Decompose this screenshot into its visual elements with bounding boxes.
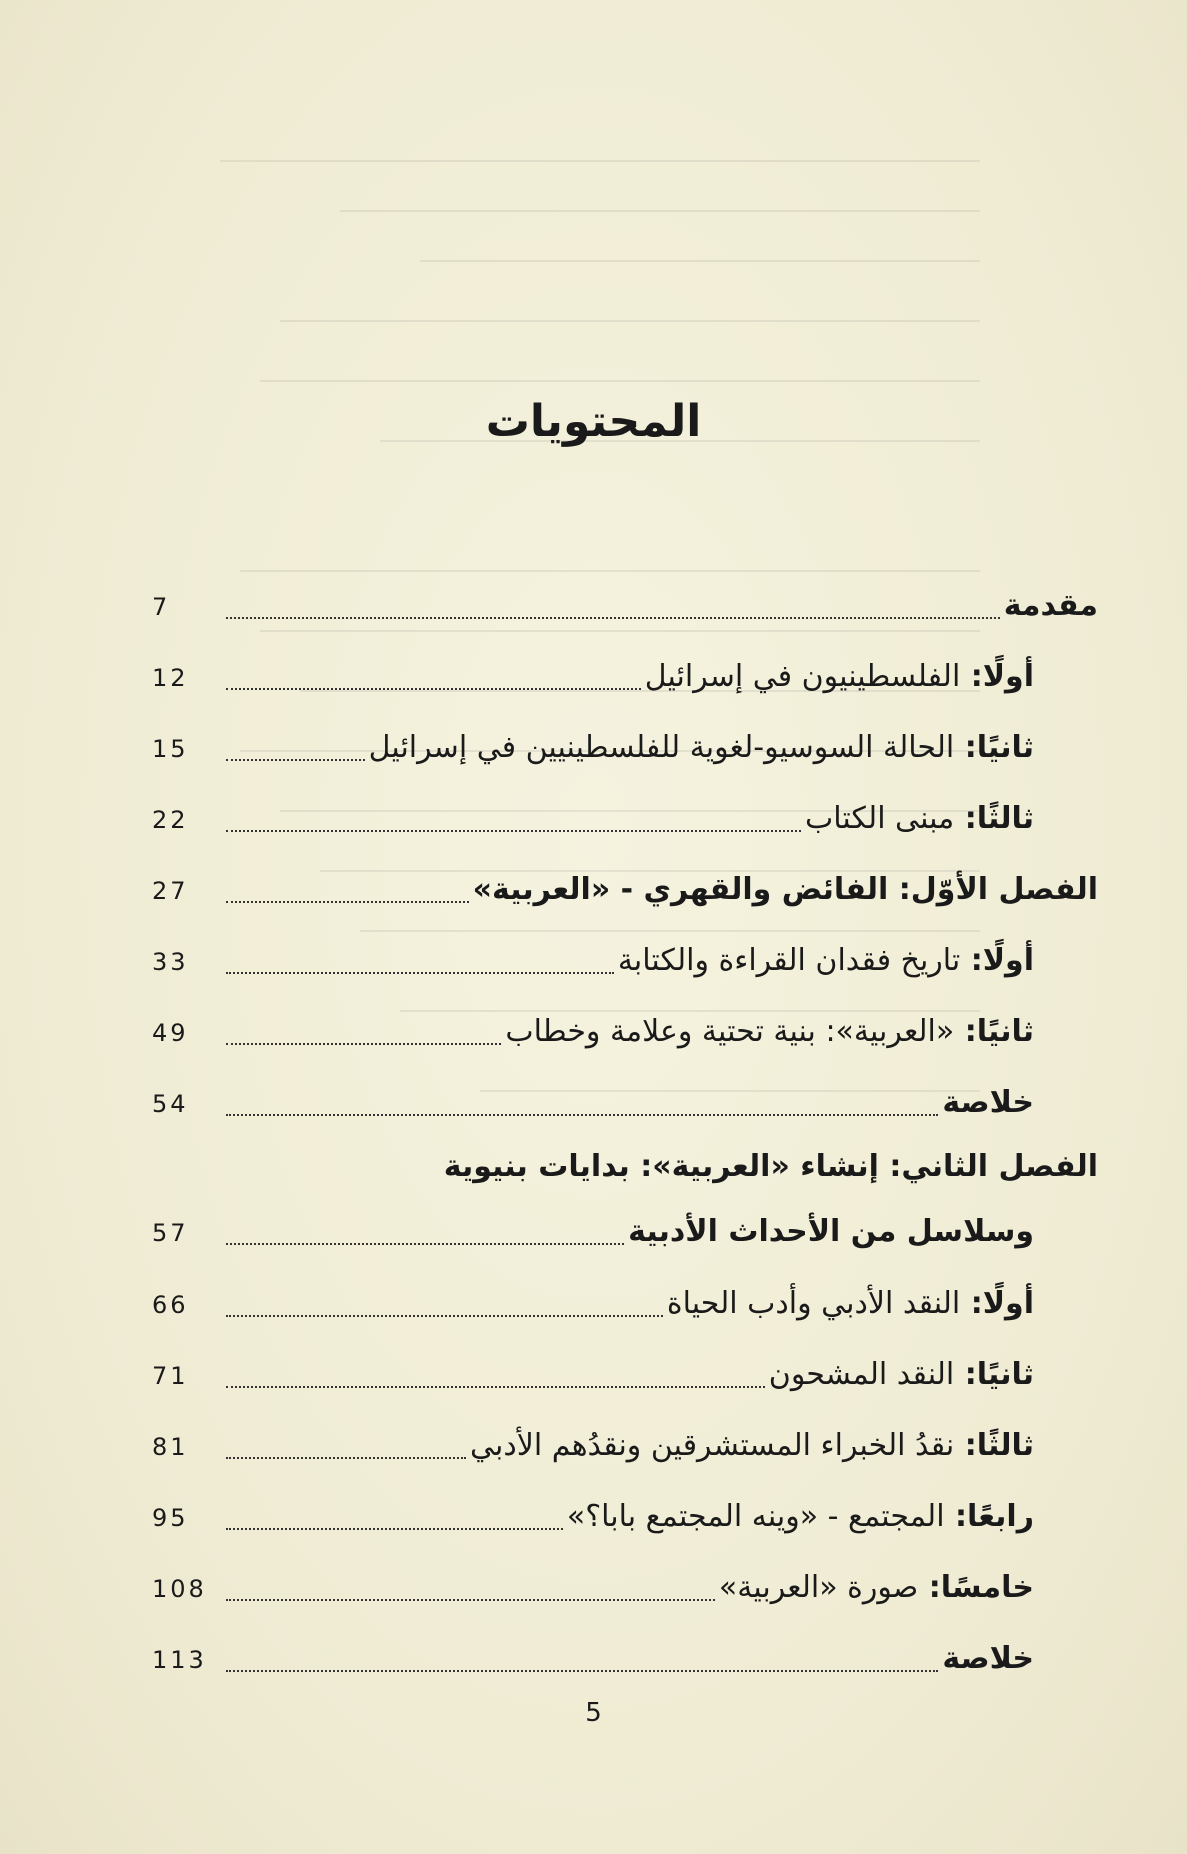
toc-page-number: 81 [152, 1433, 189, 1461]
toc-chapter-entry[interactable] [152, 1138, 1098, 1268]
toc-page-number: 12 [152, 664, 189, 692]
toc-page-number: 7 [152, 593, 171, 621]
leader-dots [226, 972, 614, 974]
leader-dots [226, 1043, 501, 1045]
toc-entry-prefix: ثانيًا: [954, 730, 1034, 765]
toc-entry[interactable] [152, 1339, 1098, 1410]
leader-dots [226, 1386, 765, 1388]
page-number: 5 [585, 1698, 602, 1728]
leader-dots [226, 901, 469, 903]
toc-entry-prefix: أولًا: [960, 1286, 1034, 1321]
leader-dots [226, 688, 641, 690]
toc-entry[interactable] [152, 1410, 1098, 1481]
toc-entry-label-continued: وسلاسل من الأحداث الأدبية [628, 1214, 1034, 1249]
toc-entry[interactable] [152, 1623, 1098, 1694]
toc-entry[interactable] [152, 925, 1098, 996]
toc-entry-prefix: رابعًا: [944, 1499, 1034, 1534]
leader-dots [226, 1528, 563, 1530]
leader-dots [226, 1457, 466, 1459]
toc-entry[interactable] [152, 996, 1098, 1067]
toc-entry-label: المجتمع - «وينه المجتمع بابا؟» [566, 1499, 945, 1534]
toc-page-number: 71 [152, 1362, 189, 1390]
toc-entry-label: الفصل الثاني: إنشاء «العربية»: بدايات بنيوية [443, 1149, 1098, 1184]
leader-dots [226, 1315, 663, 1317]
toc-entry-label: خلاصة [942, 1085, 1034, 1120]
toc-chapter-entry[interactable] [152, 854, 1098, 925]
toc-entry-label: الحالة السوسيو-لغوية للفلسطينيين في إسرائيل [368, 730, 955, 765]
leader-dots [226, 1670, 938, 1672]
toc-entry[interactable] [152, 1481, 1098, 1552]
toc-page-number: 33 [152, 948, 189, 976]
toc-page-number: 66 [152, 1291, 189, 1319]
table-of-contents [152, 570, 1098, 1694]
toc-entry[interactable] [152, 1268, 1098, 1339]
leader-dots [226, 830, 801, 832]
toc-entry-prefix: خامسًا: [918, 1570, 1034, 1605]
leader-dots [226, 1599, 715, 1601]
toc-entry[interactable] [152, 783, 1098, 854]
toc-page-number: 49 [152, 1019, 189, 1047]
toc-entry-label: الفصل الأوّل: الفائض والقهري - «العربية» [472, 872, 1098, 907]
toc-entry-prefix: ثالثًا: [954, 1428, 1034, 1463]
leader-dots [226, 1243, 624, 1245]
leader-dots [226, 759, 365, 761]
toc-page-number: 57 [152, 1219, 189, 1247]
toc-entry-label: مقدمة [1003, 588, 1098, 623]
toc-entry-prefix: أولًا: [960, 943, 1034, 978]
toc-entry-label: النقد الأدبي وأدب الحياة [666, 1286, 961, 1321]
toc-entry-label: «العربية»: بنية تحتية وعلامة وخطاب [505, 1014, 955, 1049]
toc-page-number: 113 [152, 1646, 207, 1674]
toc-entry[interactable] [152, 712, 1098, 783]
toc-page-number: 54 [152, 1090, 189, 1118]
toc-entry-prefix: ثانيًا: [954, 1014, 1034, 1049]
toc-entry[interactable] [152, 570, 1098, 641]
toc-entry-label: صورة «العربية» [718, 1570, 919, 1605]
toc-page-number: 27 [152, 877, 189, 905]
toc-entry-label: الفلسطينيون في إسرائيل [644, 659, 961, 694]
toc-entry-label: مبنى الكتاب [805, 801, 955, 836]
toc-entry[interactable] [152, 641, 1098, 712]
toc-entry-label: خلاصة [942, 1641, 1034, 1676]
toc-entry[interactable] [152, 1552, 1098, 1623]
leader-dots [226, 617, 1000, 619]
page-title: المحتويات [485, 396, 702, 447]
toc-entry-label: النقد المشحون [768, 1357, 955, 1392]
leader-dots [226, 1114, 938, 1116]
toc-page-number: 108 [152, 1575, 207, 1603]
toc-page-number: 15 [152, 735, 189, 763]
toc-page-number: 22 [152, 806, 189, 834]
toc-page-number: 95 [152, 1504, 189, 1532]
toc-entry-prefix: ثانيًا: [954, 1357, 1034, 1392]
toc-entry-label: تاريخ فقدان القراءة والكتابة [617, 943, 961, 978]
toc-entry-prefix: أولًا: [960, 659, 1034, 694]
toc-entry[interactable] [152, 1067, 1098, 1138]
toc-entry-label: نقدُ الخبراء المستشرقين ونقدُهم الأدبي [470, 1428, 955, 1463]
toc-entry-prefix: ثالثًا: [954, 801, 1034, 836]
